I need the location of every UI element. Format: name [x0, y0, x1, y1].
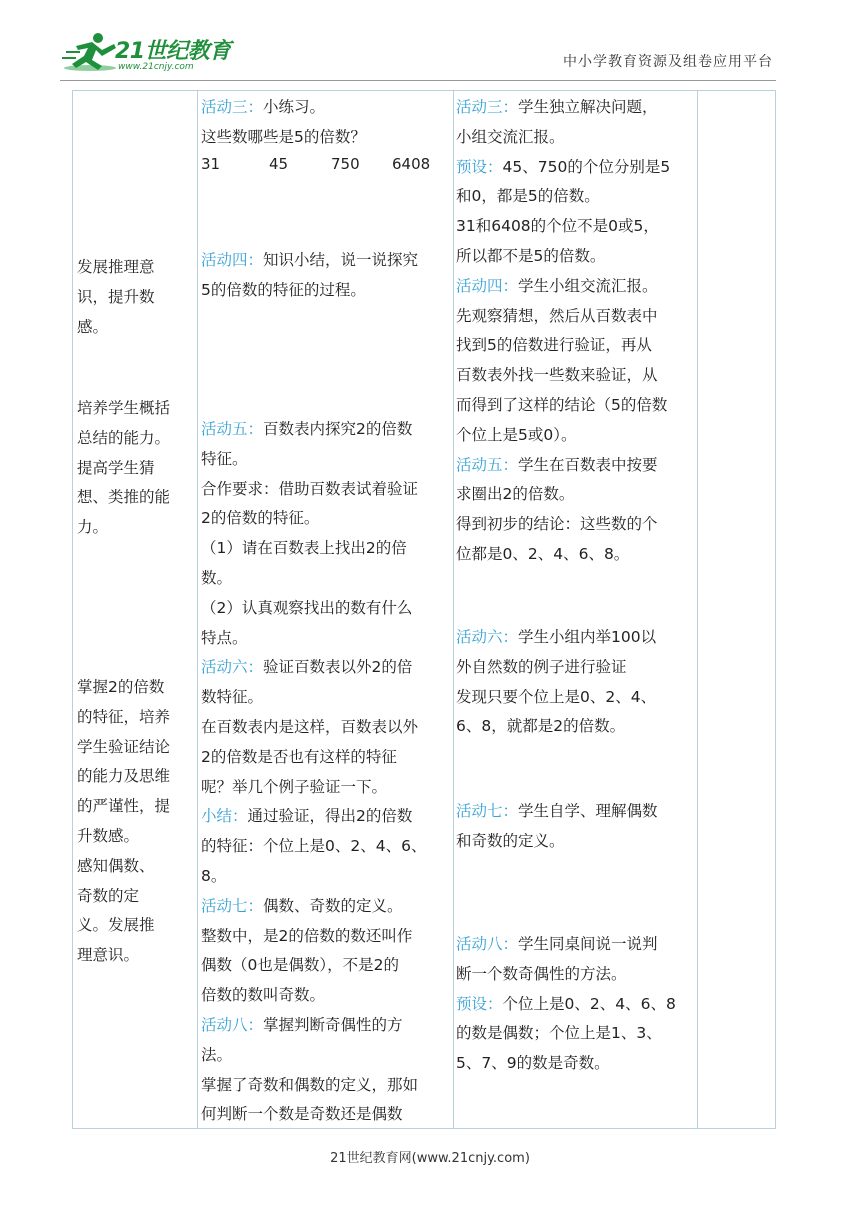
text-line: 力。 [77, 518, 109, 537]
number-item: 31 [201, 155, 221, 173]
text-line: 合作要求：借助百数表试着验证 [201, 479, 419, 498]
text-line: 小组交流汇报。 [456, 127, 565, 146]
activity-label: 活动四： [456, 276, 519, 295]
activity-text: 掌握判断奇偶性的方 [263, 1015, 403, 1034]
text-line: 奇数的定 [77, 886, 140, 905]
page-footer: 21世纪教育网(www.21cnjy.com) [330, 1151, 530, 1166]
preset-text: 个位上是0、2、4、6、8 [502, 994, 676, 1013]
text-line: 6、8，就都是2的倍数。 [456, 717, 626, 736]
text-line: 5、7、9的数是奇数。 [456, 1054, 610, 1073]
text-line: 的特征，培养 [77, 707, 171, 726]
text-line: 掌握了奇数和偶数的定义，那如 [201, 1075, 419, 1094]
preset-label: 预设： [456, 994, 503, 1013]
text-line: 呢？举几个例子验证一下。 [201, 777, 388, 796]
activity-label: 活动三： [201, 98, 264, 116]
activity-label: 活动六： [201, 658, 264, 677]
text-line: 掌握2的倍数 [77, 678, 165, 696]
column-divider-1 [197, 91, 198, 1128]
text-line: 个位上是5或0）。 [456, 425, 577, 444]
activity-label: 活动五： [456, 455, 519, 474]
activity-text: 小练习。 [263, 98, 326, 116]
text-line: 断一个数奇偶性的方法。 [456, 964, 627, 983]
student-activity-8 [456, 930, 676, 1079]
summary-label: 小结： [201, 807, 248, 826]
number-item: 6408 [392, 155, 431, 173]
text-line: 得到初步的结论：这些数的个 [456, 515, 658, 534]
platform-title: 中小学教育资源及组卷应用平台 [563, 54, 773, 70]
text-line: 百数表外找一些数来验证，从 [456, 366, 658, 385]
text-line: 外自然数的例子进行验证 [456, 657, 627, 676]
text-line: 数。 [201, 568, 233, 587]
student-activity-3-4-5 [456, 93, 670, 570]
text-line: 识，提升数 [77, 287, 155, 306]
text-line: （2）认真观察找出的数有什么 [201, 598, 413, 617]
text-line: 升数感。 [77, 826, 140, 845]
text-line: 偶数（0也是偶数），不是2的 [201, 956, 399, 975]
text-line: 找到5的倍数进行验证，再从 [456, 336, 652, 355]
intent-summarize [77, 394, 170, 543]
activity-label: 活动七： [201, 896, 264, 915]
intent-reasoning [77, 253, 155, 342]
activity-label: 活动三： [456, 98, 519, 116]
text-line: 这些数哪些是5的倍数？ [201, 127, 366, 146]
student-activity-7 [456, 797, 658, 857]
number-item: 45 [269, 155, 289, 173]
activity-text: 验证百数表以外2的倍 [263, 658, 413, 677]
text-line: 义。发展推 [77, 916, 155, 935]
text-line: 的能力及思维 [77, 767, 171, 786]
activity-text: 学生自学、理解偶数 [518, 802, 658, 820]
text-line: 的特征：个位上是0、2、4、6、 [201, 837, 427, 856]
text-line: 求圈出2的倍数。 [456, 485, 575, 504]
page-header [0, 0, 860, 90]
student-activity-6 [456, 623, 656, 742]
text-line: 特征。 [201, 449, 248, 468]
text-line: 所以都不是5的倍数。 [456, 246, 606, 265]
teacher-activity-3 [201, 93, 366, 153]
activity-text: 学生小组交流汇报。 [518, 276, 658, 295]
activity-label: 活动五： [201, 420, 264, 438]
text-line: 位都是0、2、4、6、8。 [456, 544, 630, 563]
number-item: 750 [331, 155, 360, 173]
text-line: 2的倍数是否也有这样的特征 [201, 747, 397, 766]
text-line: 而得到了这样的结论（5的倍数 [456, 395, 668, 414]
text-line: 的严谨性，提 [77, 797, 171, 816]
preset-text: 45、750的个位分别是5 [502, 157, 671, 176]
text-line: （1）请在百数表上找出2的倍 [201, 539, 407, 558]
activity-text: 学生在百数表中按要 [518, 455, 658, 474]
activity-text: 偶数、奇数的定义。 [263, 896, 403, 915]
text-line: 想、类推的能 [77, 488, 171, 507]
text-line: 在百数表内是这样，百数表以外 [201, 717, 419, 736]
intent-mastery [77, 673, 170, 971]
text-line: 31和6408的个位不是0或5， [456, 217, 659, 236]
text-line: 和0，都是5的倍数。 [456, 187, 600, 206]
text-line: 理意识。 [77, 946, 140, 965]
activity-label: 活动八： [201, 1015, 264, 1034]
text-line: 学生验证结论 [77, 737, 171, 756]
text-line: 培养学生概括 [77, 399, 171, 417]
preset-label: 预设： [456, 157, 503, 176]
text-line: 感知偶数、 [77, 856, 155, 875]
lesson-table [72, 90, 776, 1129]
text-line: 的数是偶数；个位上是1、3、 [456, 1024, 662, 1043]
activity-label: 活动六： [456, 628, 519, 646]
activity-label: 活动七： [456, 802, 519, 820]
text-line: 先观察猜想，然后从百数表中 [456, 306, 658, 325]
activity-text: 知识小结，说一说探究 [263, 251, 419, 269]
logo-url: www.21cnjy.com [118, 62, 194, 72]
text-line: 8。 [201, 866, 227, 885]
column-divider-2 [453, 91, 454, 1128]
activity-label: 活动八： [456, 935, 519, 953]
column-divider-3 [697, 91, 698, 1128]
activity-text: 百数表内探究2的倍数 [263, 420, 413, 438]
activity-label: 活动四： [201, 251, 264, 269]
header-divider [60, 80, 776, 81]
text-line: 特点。 [201, 628, 248, 647]
activity-text: 学生小组内举100以 [518, 628, 657, 646]
activity-text: 学生同桌间说一说判 [518, 935, 658, 953]
text-line: 总结的能力。 [77, 428, 171, 447]
text-line: 和奇数的定义。 [456, 831, 565, 850]
text-line: 5的倍数的特征的过程。 [201, 280, 366, 299]
activity-text: 学生独立解决问题， [518, 98, 658, 116]
text-line: 倍数的数叫奇数。 [201, 986, 326, 1005]
text-line: 发现只要个位上是0、2、4、 [456, 687, 657, 706]
text-line: 提高学生猜 [77, 458, 155, 477]
text-line: 感。 [77, 317, 109, 336]
text-line: 发展推理意 [77, 258, 155, 276]
text-line: 2的倍数的特征。 [201, 509, 320, 528]
text-line: 何判断一个数是奇数还是偶数 [201, 1105, 403, 1124]
text-line: 数特征。 [201, 688, 264, 707]
summary-text: 通过验证，得出2的倍数 [247, 807, 413, 826]
text-line: 整数中，是2的倍数的数还叫作 [201, 926, 413, 945]
logo-text: 21世纪教育 [115, 39, 231, 64]
text-line: 法。 [201, 1045, 233, 1064]
teacher-activity-5 [201, 415, 426, 1130]
teacher-activity-4 [201, 246, 418, 306]
